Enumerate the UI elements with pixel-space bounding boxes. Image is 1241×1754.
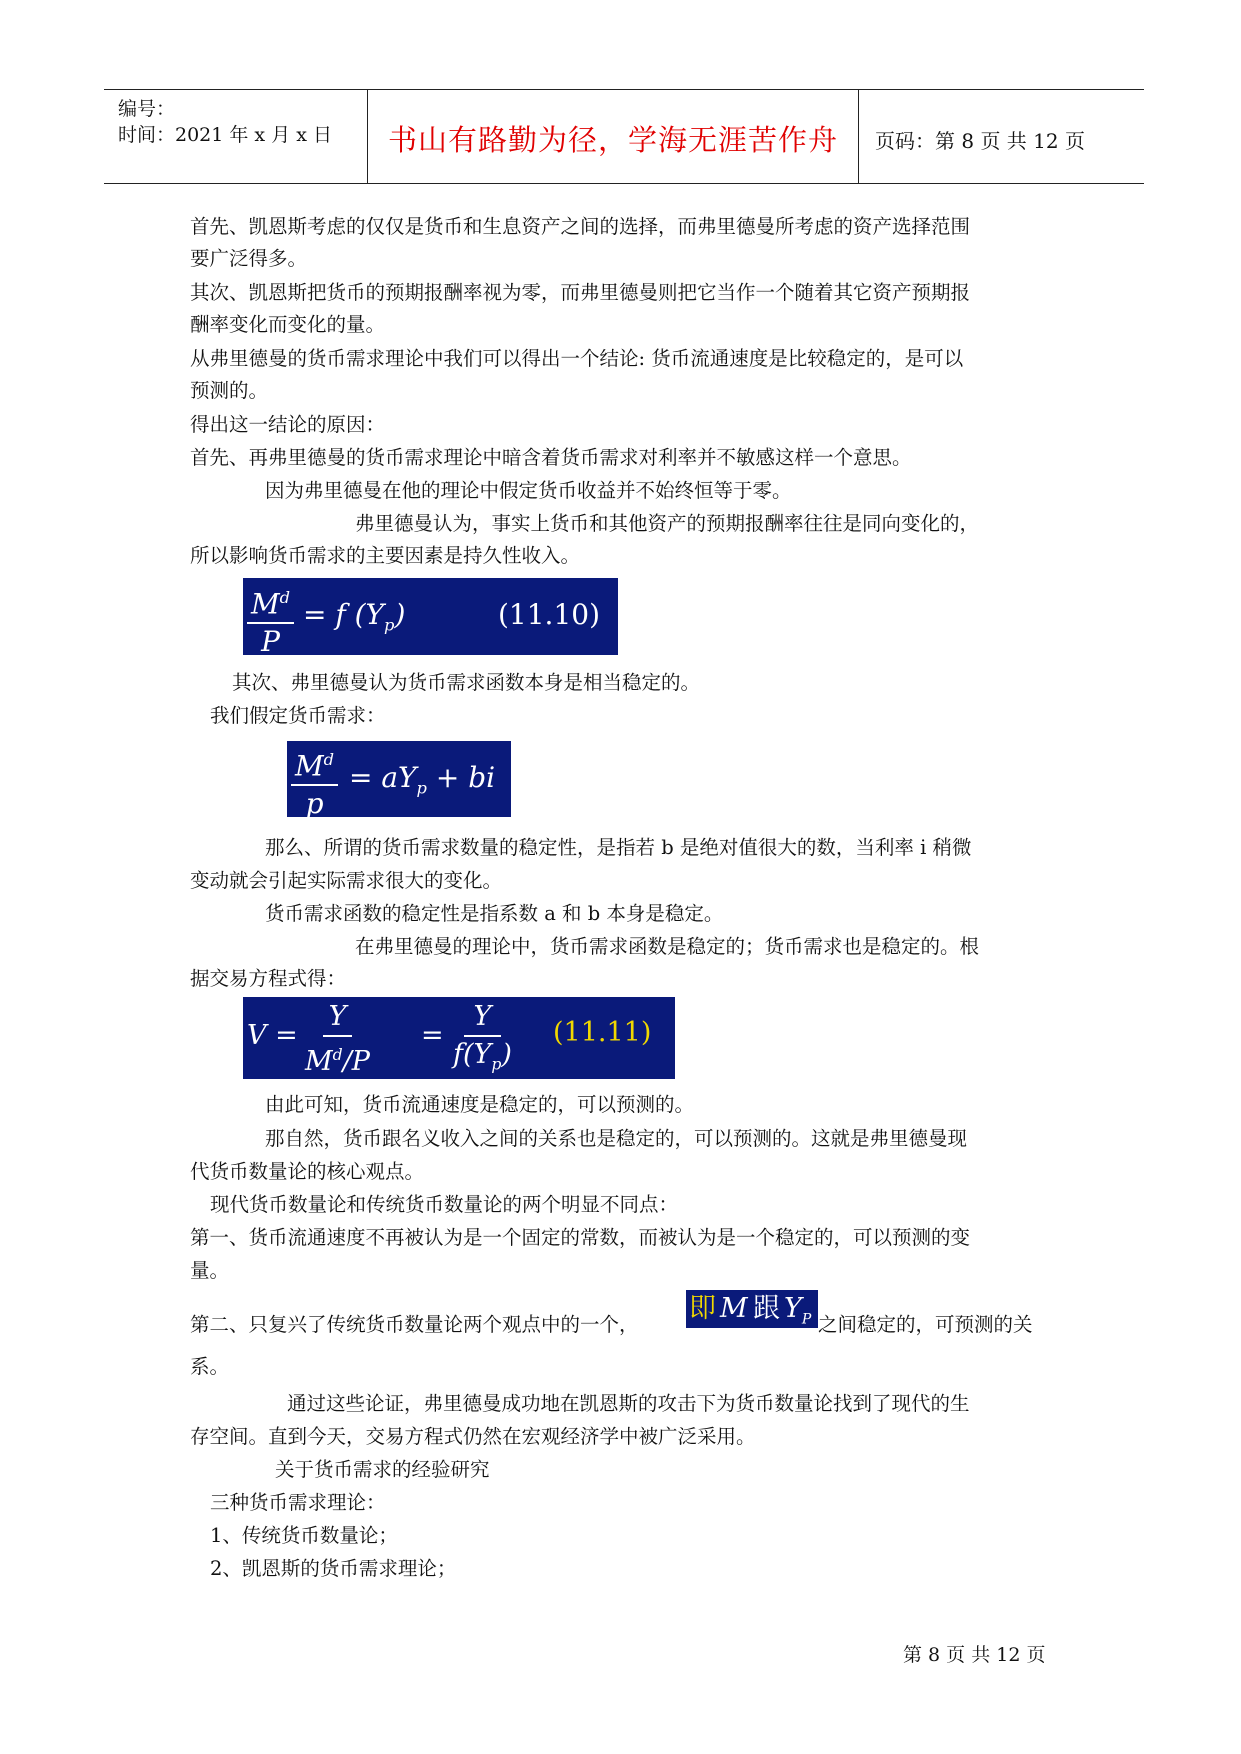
formula-3-tag: (11.11) (553, 1017, 652, 1048)
text-line: 因为弗里德曼在他的理论中假定货币收益并不始终恒等于零。 (265, 479, 792, 502)
formula-2-numerator: M (295, 749, 324, 783)
text-line: 第一、货币流通速度不再被认为是一个固定的常数，而被认为是一个稳定的，可以预测的变 (190, 1226, 971, 1249)
document-time-label: 时间：2021 年 x 月 x 日 (118, 124, 332, 146)
formula-11-10: $\frac{M^d}{P}$ = f $(Y_p)$ (11.10) (243, 578, 618, 655)
formula-3-numerator-1: Y (323, 999, 353, 1037)
text-line: 那么、所谓的货币需求数量的稳定性，是指若 b 是绝对值很大的数，当利率 i 稍微 (265, 836, 972, 859)
text-line: 得出这一结论的原因： (190, 413, 386, 436)
text-line: 酬率变化而变化的量。 (190, 313, 386, 336)
text-line: 首先、凯恩斯考虑的仅仅是货币和生息资产之间的选择，而弗里德曼所考虑的资产选择范围 (190, 215, 971, 238)
header-left-cell (104, 90, 368, 183)
text-line: 要广泛得多。 (190, 247, 308, 270)
formula-money-demand: $\frac{M^d}{p}$ = $aY_p$ + bi (287, 741, 511, 817)
text-line: 现代货币数量论和传统货币数量论的两个明显不同点： (210, 1193, 679, 1216)
list-item: 1、传统货币数量论； (210, 1524, 398, 1547)
section-heading: 关于货币需求的经验研究 (275, 1458, 490, 1481)
header-right-cell (859, 90, 1144, 183)
page-header (104, 89, 1144, 184)
text-line: 变动就会引起实际需求很大的变化。 (190, 869, 503, 892)
page-footer: 第 8 页 共 12 页 (903, 1644, 1046, 1666)
formula-1-rhs: = f (Y (303, 598, 385, 631)
text-line: 系。 (190, 1355, 230, 1378)
text-line: 首先、再弗里德曼的货币需求理论中暗含着货币需求对利率并不敏感这样一个意思。 (190, 446, 912, 469)
text-line: 在弗里德曼的理论中，货币需求函数是稳定的；货币需求也是稳定的。根 (355, 935, 980, 958)
document-number-label: 编号： (118, 98, 176, 120)
formula-11-11: V = $\frac{Y}{M^d/P}$ = $\frac{Y}{f(Y_p)}$ (11.11) (243, 997, 675, 1079)
text-line: 那自然，货币跟名义收入之间的关系也是稳定的，可以预测的。这就是弗里德曼现 (265, 1127, 968, 1150)
formula-2-denominator: p (305, 787, 324, 821)
formula-1-tag: (11.10) (498, 598, 601, 631)
text-line: 从弗里德曼的货币需求理论中我们可以得出一个结论: 货币流通速度是比较稳定的，是可以 (190, 347, 964, 370)
text-line: 预测的。 (190, 379, 269, 402)
text-line: 所以影响货币需求的主要因素是持久性收入。 (190, 544, 581, 567)
text-line: 其次、弗里德曼认为货币需求函数本身是相当稳定的。 (232, 671, 701, 694)
text-line: 我们假定货币需求： (210, 704, 386, 727)
list-item: 2、凯恩斯的货币需求理论； (210, 1557, 457, 1580)
text-line: 存空间。直到今天，交易方程式仍然在宏观经济学中被广泛采用。 (190, 1425, 756, 1448)
text-line: 通过这些论证，弗里德曼成功地在凯恩斯的攻击下为货币数量论找到了现代的生 (287, 1392, 970, 1415)
text-line: 其次、凯恩斯把货币的预期报酬率视为零，而弗里德曼则把它当作一个随着其它资产预期报 (190, 281, 971, 304)
formula-2-rhs: = aY (349, 761, 417, 794)
text-line: 代货币数量论的核心观点。 (190, 1160, 425, 1183)
header-motto: 书山有路勤为径，学海无涯苦作舟 (387, 123, 838, 157)
text-line: 货币需求函数的稳定性是指系数 a 和 b 本身是稳定。 (265, 902, 724, 925)
formula-1-numerator: M (251, 587, 280, 621)
text-line: 三种货币需求理论： (210, 1491, 386, 1514)
formula-1-denominator: P (261, 625, 280, 659)
text-line: 弗里德曼认为，事实上货币和其他资产的预期报酬率往往是同向变化的， (355, 512, 980, 535)
text-line: 之间稳定的，可预测的关 (818, 1313, 1033, 1336)
text-line: 由此可知，货币流通速度是稳定的，可以预测的。 (265, 1093, 695, 1116)
header-center-cell (368, 90, 859, 183)
text-line: 据交易方程式得： (190, 967, 347, 990)
formula-3-lhs: V = (247, 1020, 298, 1051)
text-line: 量。 (190, 1259, 230, 1282)
header-page-label: 页码：第 8 页 共 12 页 (875, 129, 1085, 153)
text-line: 第二、只复兴了传统货币数量论两个观点中的一个， (190, 1313, 639, 1336)
formula-3-numerator-2: Y (464, 999, 502, 1037)
inline-formula-m-yp: 即 M 跟 $Y_P$ (686, 1290, 818, 1328)
